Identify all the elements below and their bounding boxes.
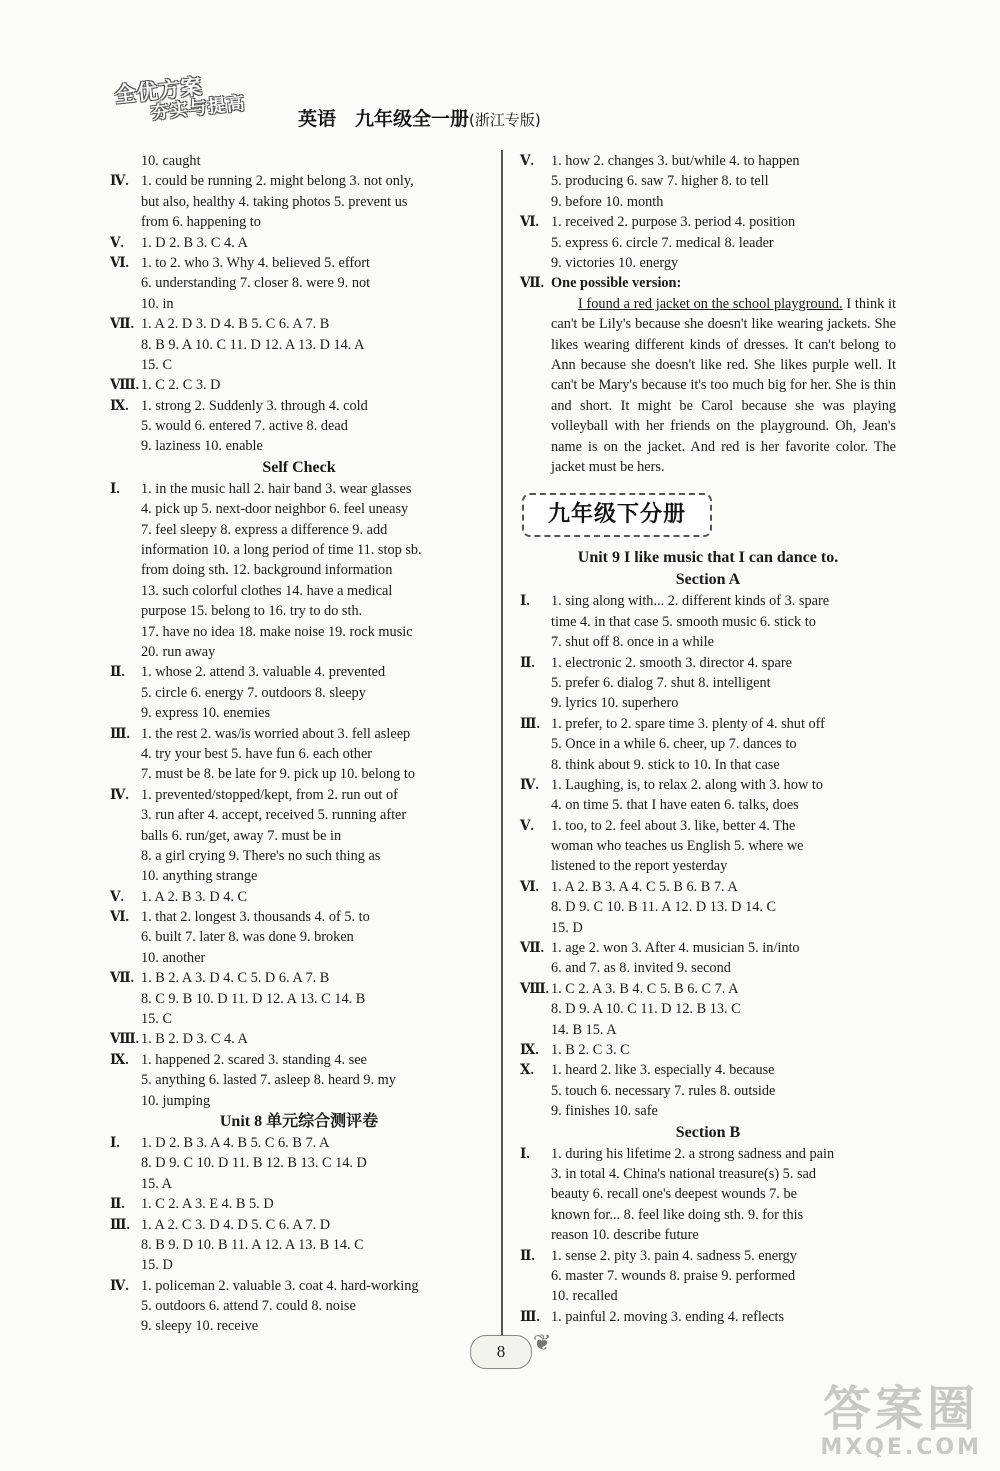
roman-numeral: Ⅵ. — [110, 254, 129, 270]
answer-line — [110, 1235, 488, 1255]
logo-line-2: 夯实与提高 — [149, 92, 247, 124]
roman-numeral: Ⅴ. — [520, 153, 534, 168]
answer-text: 1. heard 2. like 3. especially 4. because — [551, 1062, 775, 1079]
answer-line — [520, 673, 896, 693]
answer-text: listened to the report yesterday — [551, 858, 728, 875]
answer-line — [110, 192, 488, 212]
answer-text: 15. D — [551, 919, 583, 936]
answer-text: 7. shut off 8. once in a while — [551, 634, 714, 651]
answer-text: 5. anything 6. lasted 7. asleep 8. heard 9. my — [141, 1072, 396, 1089]
answer-text: 7. must be 8. be late for 9. pick up 10. belong to — [141, 766, 415, 783]
answer-line — [110, 1255, 488, 1275]
answer-text: purpose 15. belong to 16. try to do sth. — [141, 603, 363, 620]
answer-line — [520, 1307, 896, 1327]
answer-line — [110, 1009, 488, 1029]
roman-numeral: Ⅴ. — [110, 234, 124, 250]
answer-line — [520, 591, 896, 611]
answer-text: 8. D 9. A 10. C 11. D 12. B 13. C — [551, 1001, 741, 1018]
answer-text: but also, healthy 4. taking photos 5. prevent us — [141, 193, 408, 210]
answer-line — [520, 1081, 896, 1101]
answer-line — [520, 233, 896, 253]
answer-text: 9. laziness 10. enable — [141, 438, 263, 455]
roman-numeral: Ⅵ. — [520, 878, 539, 894]
roman-numeral: Ⅷ. — [110, 377, 140, 393]
answer-text: 10. in — [141, 295, 174, 312]
answer-text: 8. B 9. A 10. C 11. D 12. A 13. D 14. A — [141, 336, 365, 353]
answer-text: 9. lyrics 10. superhero — [551, 695, 679, 712]
answer-text: 1. received 2. purpose 3. period 4. position — [551, 214, 796, 231]
answer-text: 9. sleepy 10. receive — [141, 1318, 259, 1335]
answer-line — [110, 927, 488, 947]
answer-text: information 10. a long period of time 11. stop sb. — [141, 542, 422, 559]
roman-numeral: Ⅶ. — [110, 316, 134, 332]
book-title-main: 英语 九年级全一册 — [298, 108, 470, 130]
roman-numeral: Ⅲ. — [520, 715, 540, 731]
answer-text: 6. master 7. wounds 8. praise 9. performed — [551, 1267, 796, 1284]
answer-text: 1. prefer, to 2. spare time 3. plenty of 4. shut off — [551, 715, 825, 732]
answer-line — [110, 846, 488, 866]
series-logo — [108, 67, 284, 137]
answer-text: 6. understanding 7. closer 8. were 9. not — [141, 275, 371, 292]
answer-line — [520, 1060, 896, 1080]
answer-text: 6. built 7. later 8. was done 9. broken — [141, 929, 354, 946]
answer-text: 3. run after 4. accept, received 5. running after — [141, 807, 407, 824]
roman-numeral: Ⅹ. — [520, 1062, 534, 1078]
roman-numeral: Ⅸ. — [110, 397, 129, 413]
answer-line — [110, 968, 488, 988]
answer-text: 1. in the music hall 2. hair band 3. wear glasses — [141, 480, 412, 497]
answer-text: 1. D 2. B 3. A 4. B 5. C 6. B 7. A — [141, 1134, 330, 1151]
answer-line — [110, 560, 488, 580]
book-edition: (浙江专版) — [469, 111, 541, 129]
answer-line — [110, 1029, 488, 1049]
answer-text: 15. C — [141, 1011, 172, 1028]
answer-text: 8. B 9. D 10. B 11. A 12. A 13. B 14. C — [141, 1236, 364, 1253]
volume-banner-wrap — [520, 477, 896, 547]
answer-line — [110, 724, 488, 744]
answer-text: 13. such colorful clothes 14. have a medical — [141, 582, 393, 599]
answer-line — [520, 171, 896, 191]
answer-line — [110, 436, 488, 456]
answer-line — [110, 1050, 488, 1070]
answer-text: 1. C 2. C 3. D — [141, 377, 221, 394]
answer-text: 7. feel sleepy 8. express a difference 9. add — [141, 521, 388, 538]
answer-text: 1. A 2. C 3. D 4. D 5. C 6. A 7. D — [141, 1216, 331, 1233]
writing-body: I think it can't be Lily's because she doesn't like wearing jackets. She likes wearing different kinds of dresses. It can't belong to Ann because she doesn't like red. She likes purple well. It can't be Mary's because it's too much big for her. She is thin and short. It might be Carol because she was playing volleyball with her friends on the playground. Oh, Jean's name is on the jacket. And red is her favorite color. The jacket must be hers. — [551, 295, 896, 475]
answer-line — [520, 1205, 896, 1225]
answer-text: 1. age 2. won 3. After 4. musician 5. in/into — [551, 940, 800, 957]
left-column — [110, 151, 488, 1337]
roman-numeral: Ⅷ. — [110, 1031, 140, 1047]
roman-numeral: Ⅵ. — [520, 214, 539, 230]
answer-text: 1. whose 2. attend 3. valuable 4. prevented — [141, 664, 386, 681]
answer-text: 1. C 2. A 3. E 4. B 5. D — [141, 1196, 274, 1213]
answer-text: 8. think about 9. stick to 10. In that case — [551, 756, 780, 773]
answer-line — [520, 897, 896, 917]
section-heading: Unit 9 I like music that I can dance to. — [577, 549, 839, 567]
roman-numeral: Ⅰ. — [110, 1134, 120, 1150]
answer-line — [520, 653, 896, 673]
answer-text: 1. C 2. A 3. B 4. C 5. B 6. C 7. A — [551, 980, 739, 997]
answer-line — [520, 1184, 896, 1204]
answer-text: 1. prevented/stopped/kept, from 2. run out of — [141, 786, 398, 803]
column-divider — [501, 150, 503, 1345]
answer-text: 5. touch 6. necessary 7. rules 8. outside — [551, 1082, 776, 1099]
answer-text: 6. and 7. as 8. invited 9. second — [551, 960, 731, 977]
answer-text: 5. Once in a while 6. cheer, up 7. dances to — [551, 736, 797, 753]
answer-line — [110, 479, 488, 499]
answer-text: One possible version: — [551, 275, 682, 292]
answer-line — [520, 775, 896, 795]
answer-text: 1. how 2. changes 3. but/while 4. to happen — [551, 153, 800, 169]
answer-line — [110, 1276, 488, 1296]
answer-line — [520, 612, 896, 632]
answer-line — [110, 1316, 488, 1336]
roman-numeral: Ⅴ. — [520, 817, 534, 833]
answer-text: 4. try your best 5. have fun 6. each other — [141, 745, 373, 762]
roman-numeral: Ⅸ. — [520, 1041, 539, 1057]
answer-text: 15. C — [141, 356, 172, 373]
answer-line — [110, 1194, 488, 1214]
roman-numeral: Ⅱ. — [520, 654, 535, 670]
roman-numeral: Ⅶ. — [110, 970, 134, 986]
answer-line — [110, 948, 488, 968]
answer-line — [520, 958, 896, 978]
answer-text: 1. that 2. longest 3. thousands 4. of 5. to — [141, 909, 370, 926]
roman-numeral: Ⅲ. — [110, 725, 130, 741]
answer-line — [110, 1215, 488, 1235]
answer-text: 9. before 10. month — [551, 193, 664, 210]
answer-line — [520, 151, 896, 171]
answer-line — [520, 1164, 896, 1184]
answer-text: 8. D 9. C 10. D 11. B 12. B 13. C 14. D — [141, 1155, 367, 1172]
answer-line — [520, 1266, 896, 1286]
answer-line — [110, 1070, 488, 1090]
answer-text: 10. jumping — [141, 1092, 211, 1109]
answer-line — [110, 151, 488, 171]
answer-line — [110, 1091, 488, 1111]
roman-numeral: Ⅲ. — [110, 1216, 130, 1232]
answer-text: 1. too, to 2. feel about 3. like, better 4. The — [551, 817, 796, 834]
answer-line — [520, 836, 896, 856]
watermark-url: MXQE.COM — [820, 1435, 982, 1460]
answer-text: 8. C 9. B 10. D 11. D 12. A 13. C 14. B — [141, 990, 366, 1007]
answer-text: 1. B 2. C 3. C — [551, 1041, 630, 1058]
answer-line — [110, 233, 488, 253]
answer-text: 5. circle 6. energy 7. outdoors 8. sleepy — [141, 684, 366, 701]
answer-line — [520, 1246, 896, 1266]
answer-line — [110, 253, 488, 273]
section-heading: Self Check — [262, 458, 336, 476]
answer-line — [520, 999, 896, 1019]
answer-line — [110, 785, 488, 805]
answer-text: 9. victories 10. energy — [551, 254, 679, 271]
answer-text: 15. D — [141, 1257, 173, 1274]
answer-text: from doing sth. 12. background information — [141, 562, 393, 579]
answer-text: 15. A — [141, 1175, 172, 1192]
answer-line — [520, 795, 896, 815]
section-heading: Section B — [675, 1123, 741, 1141]
answer-text: 1. happened 2. scared 3. standing 4. see — [141, 1051, 367, 1068]
answer-text: 4. pick up 5. next-door neighbor 6. feel uneasy — [141, 501, 409, 518]
answer-text: 1. policeman 2. valuable 3. coat 4. hard-working — [141, 1277, 419, 1294]
roman-numeral: Ⅱ. — [110, 1196, 125, 1212]
answer-line — [110, 396, 488, 416]
answer-line — [110, 744, 488, 764]
answer-line — [110, 1296, 488, 1316]
writing-sample — [520, 294, 896, 478]
answer-line — [520, 1225, 896, 1245]
answer-text: 9. express 10. enemies — [141, 705, 271, 722]
answer-line — [520, 918, 896, 938]
answer-text: 1. strong 2. Suddenly 3. through 4. cold — [141, 397, 368, 414]
answer-line — [110, 314, 488, 334]
answer-text: 1. to 2. who 3. Why 4. believed 5. effort — [141, 254, 370, 271]
answer-text: 10. recalled — [551, 1288, 618, 1305]
roman-numeral: Ⅱ. — [110, 664, 125, 680]
answer-line — [110, 1174, 488, 1194]
answer-line — [110, 703, 488, 723]
answer-line — [520, 816, 896, 836]
answer-text: known for... 8. feel like doing sth. 9. for this — [551, 1206, 804, 1223]
answer-text: 1. electronic 2. smooth 3. director 4. spare — [551, 654, 792, 671]
answer-text: 5. outdoors 6. attend 7. could 8. noise — [141, 1298, 356, 1315]
right-top-answers — [520, 151, 896, 294]
roman-numeral: Ⅸ. — [110, 1051, 129, 1067]
roman-numeral: Ⅳ. — [110, 1277, 129, 1293]
watermark-logo-text: 答案圈 — [823, 1381, 980, 1437]
roman-numeral: Ⅱ. — [520, 1247, 535, 1263]
answer-text: 17. have no idea 18. make noise 19. rock music — [141, 623, 413, 640]
answer-text: 1. B 2. A 3. D 4. C 5. D 6. A 7. B — [141, 970, 330, 987]
answer-text: 5. producing 6. saw 7. higher 8. to tell — [551, 173, 769, 190]
answer-line — [110, 826, 488, 846]
answer-line — [520, 1286, 896, 1306]
answer-line — [520, 938, 896, 958]
answer-text: 1. A 2. B 3. A 4. C 5. B 6. B 7. A — [551, 878, 738, 895]
answer-text: 5. prefer 6. dialog 7. shut 8. intelligent — [551, 674, 771, 691]
answer-line — [520, 755, 896, 775]
answer-line — [520, 632, 896, 652]
page-header — [110, 72, 890, 132]
book-title — [298, 104, 541, 131]
roman-numeral: Ⅰ. — [520, 593, 530, 609]
answer-text: beauty 6. recall one's deepest wounds 7. be — [551, 1186, 797, 1203]
answer-text: 1. A 2. B 3. D 4. C — [141, 888, 248, 905]
section-heading: Unit 8 单元综合测评卷 — [219, 1112, 379, 1130]
answer-line — [520, 714, 896, 734]
leaf-ornament-icon: ❦ — [533, 1330, 552, 1355]
answer-line — [110, 1133, 488, 1153]
answer-line — [520, 1020, 896, 1040]
answer-line — [110, 683, 488, 703]
answer-line — [110, 642, 488, 662]
answer-text: 1. sing along with... 2. different kinds of 3. spare — [551, 593, 830, 610]
answer-text: balls 6. run/get, away 7. must be in — [141, 827, 342, 844]
answer-line — [110, 581, 488, 601]
answer-line — [520, 212, 896, 232]
answer-text: woman who teaches us English 5. where we — [551, 838, 804, 855]
answer-line — [110, 520, 488, 540]
roman-numeral: Ⅷ. — [520, 980, 550, 996]
answer-line — [520, 1144, 896, 1164]
roman-numeral: Ⅲ. — [520, 1308, 540, 1324]
page-number: 8 — [470, 1335, 532, 1369]
answer-line — [110, 989, 488, 1009]
answer-text: 1. B 2. D 3. C 4. A — [141, 1031, 248, 1048]
answer-line — [520, 253, 896, 273]
answer-line — [110, 866, 488, 886]
answer-line — [520, 734, 896, 754]
roman-numeral: Ⅳ. — [520, 776, 539, 792]
answer-line — [110, 907, 488, 927]
roman-numeral: Ⅵ. — [110, 909, 129, 925]
answer-line — [520, 192, 896, 212]
answer-text: 1. painful 2. moving 3. ending 4. reflects — [551, 1308, 785, 1325]
answer-line — [520, 979, 896, 999]
answer-text: 10. another — [141, 949, 206, 966]
answer-text: from 6. happening to — [141, 214, 261, 231]
section-heading: Section A — [675, 571, 741, 589]
answer-line — [110, 335, 488, 355]
volume-banner: 九年级下分册 — [522, 493, 712, 537]
roman-numeral: Ⅳ. — [110, 786, 129, 802]
right-bottom-answers — [520, 547, 896, 1327]
answer-text: 1. could be running 2. might belong 3. not only, — [141, 173, 414, 190]
answer-text: 20. run away — [141, 643, 216, 660]
answer-line — [110, 375, 488, 395]
answer-text: 10. caught — [141, 153, 201, 169]
answer-line — [110, 273, 488, 293]
answer-text: 9. finishes 10. safe — [551, 1103, 658, 1120]
answer-line — [520, 877, 896, 897]
answer-text: 4. on time 5. that I have eaten 6. talks, does — [551, 797, 799, 814]
logo-line-1: 全优方案 — [113, 74, 204, 108]
answer-line — [520, 273, 896, 293]
answer-line — [110, 171, 488, 191]
answer-line — [110, 355, 488, 375]
answer-text: 14. B 15. A — [551, 1021, 617, 1038]
roman-numeral: Ⅰ. — [520, 1145, 530, 1161]
right-column — [520, 151, 896, 1327]
answer-line — [110, 212, 488, 232]
answer-text: 1. A 2. D 3. D 4. B 5. C 6. A 7. B — [141, 316, 330, 333]
answer-line — [520, 693, 896, 713]
answer-text: 1. sense 2. pity 3. pain 4. sadness 5. energy — [551, 1247, 797, 1264]
roman-numeral: Ⅴ. — [110, 888, 124, 904]
site-watermark — [820, 1383, 982, 1461]
roman-numeral: Ⅰ. — [110, 480, 120, 496]
answer-line — [110, 764, 488, 784]
answer-text: 5. would 6. entered 7. active 8. dead — [141, 418, 348, 435]
answer-text: 1. the rest 2. was/is worried about 3. fell asleep — [141, 725, 411, 742]
answer-line — [110, 662, 488, 682]
answer-line — [110, 499, 488, 519]
answer-line — [110, 887, 488, 907]
answer-line — [110, 622, 488, 642]
answer-text: time 4. in that case 5. smooth music 6. stick to — [551, 613, 816, 630]
answer-line — [110, 805, 488, 825]
answer-line — [110, 601, 488, 621]
answer-line — [110, 294, 488, 314]
answer-text: 8. a girl crying 9. There's no such thing as — [141, 847, 381, 864]
answer-text: 1. during his lifetime 2. a strong sadness and pain — [551, 1145, 835, 1162]
roman-numeral: Ⅶ. — [520, 275, 544, 291]
answer-text: 10. anything strange — [141, 868, 258, 885]
answer-line — [110, 416, 488, 436]
answer-text: 1. Laughing, is, to relax 2. along with 3. how to — [551, 776, 824, 793]
answer-line — [520, 1040, 896, 1060]
answer-line — [110, 1153, 488, 1173]
answer-line — [110, 540, 488, 560]
answer-text: 5. express 6. circle 7. medical 8. leader — [551, 234, 774, 251]
answer-line — [520, 1101, 896, 1121]
roman-numeral: Ⅳ. — [110, 173, 129, 189]
answer-text: 8. D 9. C 10. B 11. A 12. D 13. D 14. C — [551, 899, 777, 916]
answer-text: 1. D 2. B 3. C 4. A — [141, 234, 248, 251]
answer-line — [520, 856, 896, 876]
answer-text: 3. in total 4. China's national treasure(s) 5. sad — [551, 1165, 817, 1182]
writing-first-sentence: I found a red jacket on the school playground. — [578, 295, 843, 312]
answer-text: reason 10. describe future — [551, 1227, 699, 1244]
roman-numeral: Ⅶ. — [520, 940, 544, 956]
